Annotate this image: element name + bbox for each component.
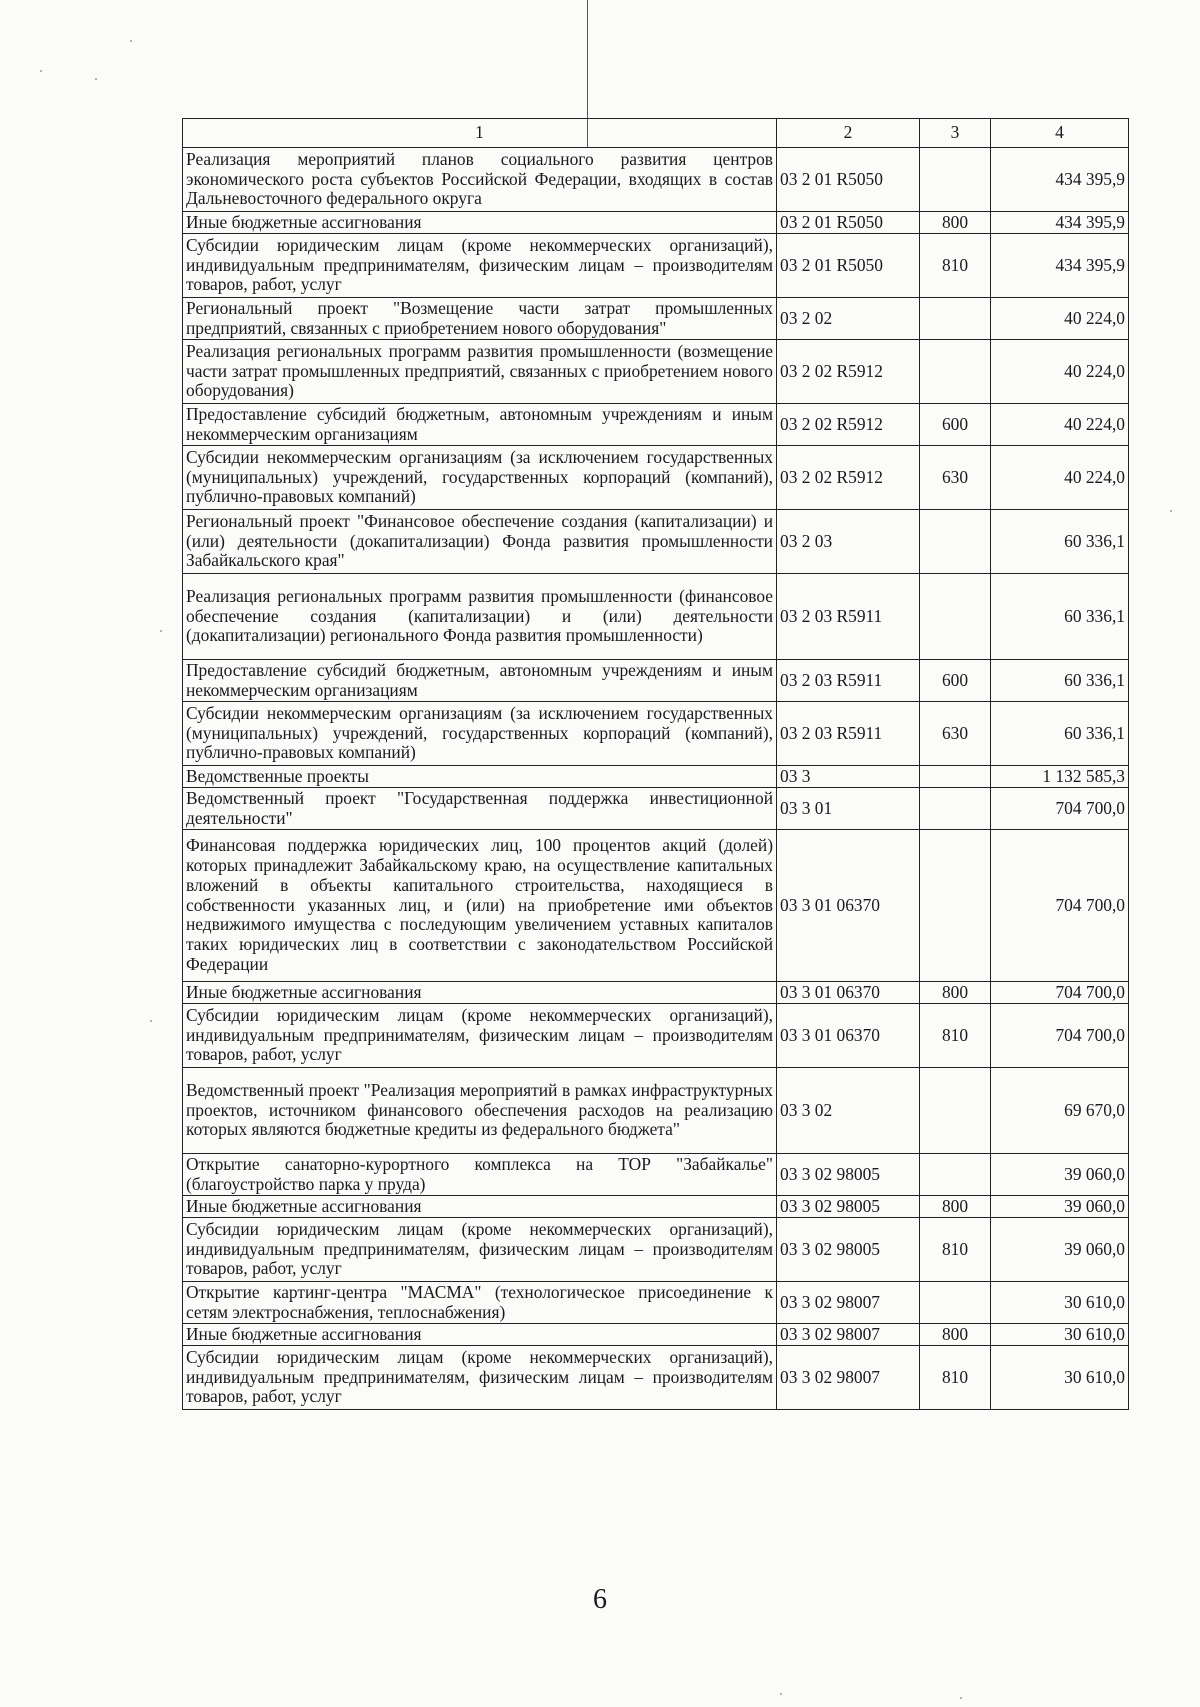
table-body [183, 148, 1129, 1410]
row-code-cell: 03 2 03 R5911 [777, 660, 920, 702]
row-code-cell: 03 3 01 06370 [777, 1004, 920, 1068]
scan-speck [150, 1020, 152, 1022]
row-code-cell: 03 3 02 98005 [777, 1196, 920, 1218]
table-row [183, 340, 1129, 404]
table-row [183, 148, 1129, 212]
row-name-cell: Субсидии юридическим лицам (кроме некоммерческих организаций), индивидуальным предпринимателям, физическим лицам – производителям товаров, работ, услуг [183, 1218, 777, 1282]
row-amount-cell: 60 336,1 [991, 574, 1129, 660]
table-row [183, 1324, 1129, 1346]
row-amount-cell: 434 395,9 [991, 212, 1129, 234]
column-header-amount: 4 [991, 119, 1129, 148]
scan-speck [1170, 510, 1172, 512]
row-expense-type-cell [920, 148, 991, 212]
row-name-cell: Ведомственные проекты [183, 766, 777, 788]
row-code-cell: 03 3 02 [777, 1068, 920, 1154]
table-row [183, 702, 1129, 766]
row-expense-type-cell [920, 510, 991, 574]
row-code-cell: 03 3 02 98007 [777, 1324, 920, 1346]
row-code-cell: 03 2 01 R5050 [777, 234, 920, 298]
row-code-cell: 03 3 01 06370 [777, 830, 920, 982]
row-expense-type-cell [920, 340, 991, 404]
table-header-row [183, 119, 1129, 148]
row-expense-type-cell [920, 1068, 991, 1154]
row-code-cell: 03 2 02 R5912 [777, 340, 920, 404]
row-expense-type-cell: 630 [920, 446, 991, 510]
column-header-name: 1 [183, 119, 777, 148]
row-name-cell: Реализация региональных программ развития промышленности (финансовое обеспечение создания (капитализации) и (или) деятельности (докапитализации) регионального Фонда развития промышленности) [183, 574, 777, 660]
row-amount-cell: 39 060,0 [991, 1154, 1129, 1196]
scan-speck [780, 1693, 782, 1695]
row-name-cell: Ведомственный проект "Государственная поддержка инвестиционной деятельности" [183, 788, 777, 830]
table-row [183, 234, 1129, 298]
row-name-cell: Субсидии некоммерческим организациям (за исключением государственных (муниципальных) учреждений, государственных корпораций (компаний), публично-правовых компаний) [183, 446, 777, 510]
row-name-cell: Реализация региональных программ развития промышленности (возмещение части затрат промышленных предприятий, связанных с приобретением нового оборудования) [183, 340, 777, 404]
row-code-cell: 03 3 01 06370 [777, 982, 920, 1004]
row-code-cell: 03 2 01 R5050 [777, 148, 920, 212]
row-expense-type-cell [920, 1154, 991, 1196]
row-amount-cell: 39 060,0 [991, 1196, 1129, 1218]
row-code-cell: 03 3 02 98005 [777, 1154, 920, 1196]
row-code-cell: 03 3 [777, 766, 920, 788]
table-row [183, 766, 1129, 788]
table-row [183, 830, 1129, 982]
row-code-cell: 03 2 02 R5912 [777, 404, 920, 446]
table-row [183, 1282, 1129, 1324]
table-row [183, 510, 1129, 574]
table-row [183, 788, 1129, 830]
row-name-cell: Региональный проект "Возмещение части затрат промышленных предприятий, связанных с приобретением нового оборудования" [183, 298, 777, 340]
row-name-cell: Иные бюджетные ассигнования [183, 1196, 777, 1218]
table-row [183, 1196, 1129, 1218]
row-expense-type-cell [920, 1282, 991, 1324]
row-amount-cell: 704 700,0 [991, 1004, 1129, 1068]
table-row [183, 298, 1129, 340]
row-amount-cell: 40 224,0 [991, 298, 1129, 340]
row-name-cell: Открытие санаторно-курортного комплекса на ТОР "Забайкалье" (благоустройство парка у пруда) [183, 1154, 777, 1196]
budget-allocation-table [182, 118, 1129, 1410]
table-row [183, 1004, 1129, 1068]
row-expense-type-cell: 810 [920, 1218, 991, 1282]
row-expense-type-cell: 600 [920, 660, 991, 702]
row-amount-cell: 40 224,0 [991, 446, 1129, 510]
row-name-cell: Иные бюджетные ассигнования [183, 982, 777, 1004]
row-amount-cell: 704 700,0 [991, 982, 1129, 1004]
row-expense-type-cell: 600 [920, 404, 991, 446]
table-row [183, 1154, 1129, 1196]
row-name-cell: Открытие картинг-центра "МАСМА" (технологическое присоединение к сетям электроснабжения, теплоснабжения) [183, 1282, 777, 1324]
row-amount-cell: 30 610,0 [991, 1346, 1129, 1410]
row-amount-cell: 69 670,0 [991, 1068, 1129, 1154]
scan-speck [160, 630, 162, 632]
table-row [183, 1346, 1129, 1410]
row-name-cell: Субсидии юридическим лицам (кроме некоммерческих организаций), индивидуальным предпринимателям, физическим лицам – производителям товаров, работ, услуг [183, 1346, 777, 1410]
row-name-cell: Иные бюджетные ассигнования [183, 1324, 777, 1346]
row-amount-cell: 30 610,0 [991, 1282, 1129, 1324]
row-expense-type-cell [920, 788, 991, 830]
row-code-cell: 03 2 02 R5912 [777, 446, 920, 510]
row-amount-cell: 60 336,1 [991, 510, 1129, 574]
row-name-cell: Субсидии некоммерческим организациям (за исключением государственных (муниципальных) учреждений, государственных корпораций (компаний), публично-правовых компаний) [183, 702, 777, 766]
row-amount-cell: 1 132 585,3 [991, 766, 1129, 788]
scan-speck [95, 78, 97, 80]
row-code-cell: 03 2 01 R5050 [777, 212, 920, 234]
column-header-expense-type: 3 [920, 119, 991, 148]
row-name-cell: Предоставление субсидий бюджетным, автономным учреждениям и иным некоммерческим организациям [183, 660, 777, 702]
row-code-cell: 03 3 01 [777, 788, 920, 830]
row-code-cell: 03 2 03 [777, 510, 920, 574]
table-row [183, 1068, 1129, 1154]
row-expense-type-cell [920, 766, 991, 788]
scan-speck [130, 40, 132, 42]
table-row [183, 660, 1129, 702]
row-expense-type-cell: 810 [920, 234, 991, 298]
row-amount-cell: 39 060,0 [991, 1218, 1129, 1282]
row-expense-type-cell: 810 [920, 1004, 991, 1068]
scan-speck [40, 70, 42, 72]
row-name-cell: Субсидии юридическим лицам (кроме некоммерческих организаций), индивидуальным предпринимателям, физическим лицам – производителям товаров, работ, услуг [183, 1004, 777, 1068]
row-expense-type-cell: 800 [920, 1324, 991, 1346]
row-name-cell: Предоставление субсидий бюджетным, автономным учреждениям и иным некоммерческим организациям [183, 404, 777, 446]
table-row [183, 574, 1129, 660]
column-header-code: 2 [777, 119, 920, 148]
scan-speck [960, 1697, 962, 1699]
row-expense-type-cell: 810 [920, 1346, 991, 1410]
row-expense-type-cell: 800 [920, 982, 991, 1004]
row-name-cell: Финансовая поддержка юридических лиц, 100 процентов акций (долей) которых принадлежит Забайкальскому краю, на осуществление капитальных вложений в объекты капитального строительства, находящиеся в собственности указанных лиц, и (или) на приобретение ими объектов недвижимого имущества с последующим увеличением уставных капиталов таких юридических лиц в соответствии с законодательством Российской Федерации [183, 830, 777, 982]
table-row [183, 446, 1129, 510]
table-row [183, 1218, 1129, 1282]
row-amount-cell: 60 336,1 [991, 702, 1129, 766]
row-expense-type-cell: 630 [920, 702, 991, 766]
row-code-cell: 03 2 02 [777, 298, 920, 340]
row-name-cell: Реализация мероприятий планов социального развития центров экономического роста субъектов Российской Федерации, входящих в состав Дальневосточного федерального округа [183, 148, 777, 212]
row-expense-type-cell [920, 574, 991, 660]
table-header [183, 119, 1129, 148]
row-amount-cell: 434 395,9 [991, 234, 1129, 298]
row-amount-cell: 704 700,0 [991, 788, 1129, 830]
row-name-cell: Региональный проект "Финансовое обеспечение создания (капитализации) и (или) деятельности (докапитализации) Фонда развития промышленности Забайкальского края" [183, 510, 777, 574]
table-row [183, 404, 1129, 446]
row-amount-cell: 40 224,0 [991, 404, 1129, 446]
row-expense-type-cell: 800 [920, 212, 991, 234]
row-expense-type-cell [920, 298, 991, 340]
row-expense-type-cell: 800 [920, 1196, 991, 1218]
row-amount-cell: 40 224,0 [991, 340, 1129, 404]
table-row [183, 212, 1129, 234]
table-row [183, 982, 1129, 1004]
row-amount-cell: 60 336,1 [991, 660, 1129, 702]
row-code-cell: 03 3 02 98005 [777, 1218, 920, 1282]
row-code-cell: 03 2 03 R5911 [777, 702, 920, 766]
row-code-cell: 03 2 03 R5911 [777, 574, 920, 660]
row-amount-cell: 30 610,0 [991, 1324, 1129, 1346]
page-number: 6 [593, 1584, 607, 1615]
row-amount-cell: 704 700,0 [991, 830, 1129, 982]
row-code-cell: 03 3 02 98007 [777, 1282, 920, 1324]
row-name-cell: Ведомственный проект "Реализация мероприятий в рамках инфраструктурных проектов, источником финансового обеспечения расходов на реализацию которых являются бюджетные кредиты из федерального бюджета" [183, 1068, 777, 1154]
row-name-cell: Иные бюджетные ассигнования [183, 212, 777, 234]
row-name-cell: Субсидии юридическим лицам (кроме некоммерческих организаций), индивидуальным предпринимателям, физическим лицам – производителям товаров, работ, услуг [183, 234, 777, 298]
row-expense-type-cell [920, 830, 991, 982]
row-code-cell: 03 3 02 98007 [777, 1346, 920, 1410]
row-amount-cell: 434 395,9 [991, 148, 1129, 212]
